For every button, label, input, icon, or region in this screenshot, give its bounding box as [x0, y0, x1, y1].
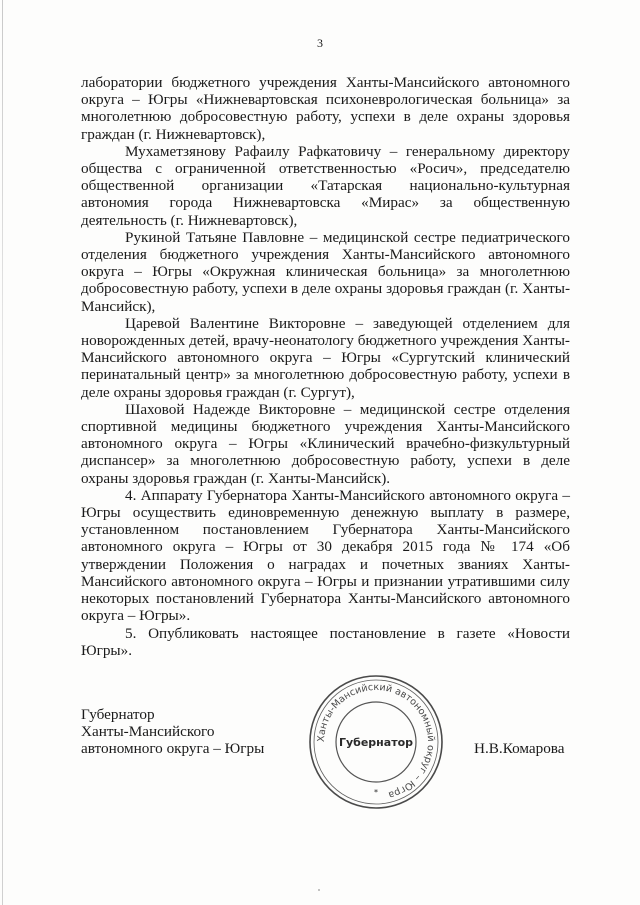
seal-ring-text: Ханты-Мансийский автономный округ – Югра	[315, 681, 437, 801]
document-body	[81, 74, 570, 659]
paragraph-item-4: 4. Аппарату Губернатора Ханты-Мансийского автономного округа – Югры осуществить единовременную денежную выплату в размере, установленном постановлением Губернатора Ханты-Мансийского автономного округа – Югры от 30 декабря 2015 года № 174 «Об утверждении Положения о наградах и почетных званиях Ханты-Мансийского автономного округа – Югры и признании утратившими силу некоторых постановлений Губернатора Ханты-Мансийского автономного округа – Югры».	[81, 486, 570, 625]
page-edge	[2, 0, 3, 905]
paragraph-2: Мухаметзянову Рафаилу Рафкатовичу – генеральному директору общества с ограниченной ответственностью «Росич», председателю общественной организации «Татарская национально-культурная автономия города Нижневартовска «Мирас» за общественную деятельность (г. Нижневартовск),	[81, 142, 570, 229]
seal-star-icon: *	[374, 788, 378, 797]
scan-artifact	[318, 889, 320, 891]
signatory-title-line: Ханты-Мансийского	[81, 723, 215, 741]
signatory-title-line: автономного округа – Югры	[81, 740, 265, 758]
paragraph-5: Шаховой Надежде Викторовне – медицинской сестре отделения спортивной медицины бюджетного учреждения Ханты-Мансийского автономного округа – Югры «Клинический врачебно-физкультурный диспансер» за многолетнюю добросовестную работу, успехи в деле охраны здоровья граждан (г. Ханты-Мансийск).	[81, 400, 570, 487]
paragraph-3: Рукиной Татьяне Павловне – медицинской сестре педиатрического отделения бюджетного учреждения Ханты-Мансийского автономного округа – Югры «Окружная клиническая больница» за многолетнюю добросовестную работу, успехи в деле охраны здоровья граждан (г. Ханты-Мансийск),	[81, 228, 570, 315]
paragraph-4: Царевой Валентине Викторовне – заведующей отделением для новорожденных детей, врачу-неонатологу бюджетного учреждения Ханты-Мансийского автономного округа – Югры «Сургутский клинический перинатальный центр» за многолетнюю добросовестную работу, успехи в деле охраны здоровья граждан (г. Сургут),	[81, 314, 570, 401]
signatory-title	[81, 706, 264, 758]
page-number: 3	[317, 36, 323, 50]
signatory-name: Н.В.Комарова	[474, 740, 565, 757]
paragraph-item-5: 5. Опубликовать настоящее постановление в газете «Новости Югры».	[81, 624, 570, 659]
seal-center-text: Губернатор	[338, 736, 414, 749]
paragraph-1: лаборатории бюджетного учреждения Ханты-Мансийского автономного округа – Югры «Нижневартовская психоневрологическая больница» за многолетнюю добросовестную работу, успехи в деле охраны здоровья граждан (г. Нижневартовск),	[81, 74, 570, 143]
official-seal	[306, 672, 446, 812]
signatory-title-line: Губернатор	[81, 706, 155, 723]
